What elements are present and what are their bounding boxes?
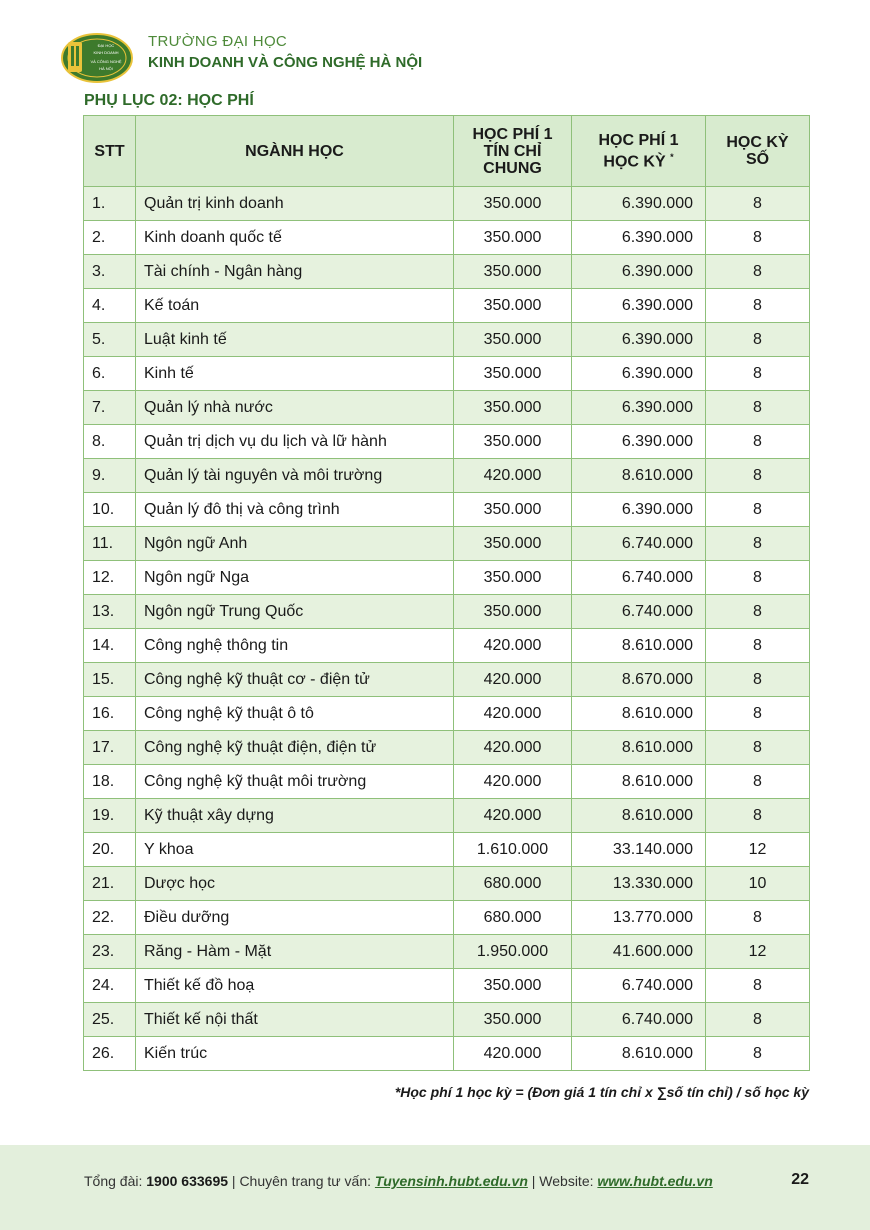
cell-semesters: 8 — [706, 595, 810, 629]
cell-name: Quản lý nhà nước — [136, 391, 454, 425]
cell-name: Y khoa — [136, 833, 454, 867]
cell-stt: 24. — [84, 969, 136, 1003]
cell-stt: 2. — [84, 221, 136, 255]
cell-fee-credit: 420.000 — [454, 731, 572, 765]
cell-name: Luật kinh tế — [136, 323, 454, 357]
cell-semesters: 8 — [706, 493, 810, 527]
cell-fee-credit: 350.000 — [454, 357, 572, 391]
table-row — [84, 629, 810, 663]
table-row — [84, 867, 810, 901]
cell-semesters: 8 — [706, 561, 810, 595]
footer-website-label: | Website: — [527, 1173, 598, 1189]
cell-fee-credit: 350.000 — [454, 221, 572, 255]
cell-stt: 19. — [84, 799, 136, 833]
cell-name: Kế toán — [136, 289, 454, 323]
cell-semesters: 8 — [706, 1003, 810, 1037]
cell-fee-credit: 420.000 — [454, 459, 572, 493]
section-title: PHỤ LỤC 02: HỌC PHÍ — [84, 92, 254, 109]
footer-hotline-label: Tổng đài: — [84, 1173, 147, 1189]
cell-stt: 23. — [84, 935, 136, 969]
table-body — [84, 187, 810, 1071]
cell-fee-semester: 8.670.000 — [572, 663, 706, 697]
cell-fee-semester: 6.740.000 — [572, 1003, 706, 1037]
tuition-formula-note: *Học phí 1 học kỳ = (Đơn giá 1 tín chỉ x ∑số tín chỉ) / số học kỳ — [394, 1084, 809, 1100]
cell-name: Kỹ thuật xây dựng — [136, 799, 454, 833]
cell-name: Kiến trúc — [136, 1037, 454, 1071]
cell-fee-semester: 33.140.000 — [572, 833, 706, 867]
footer-website-link[interactable]: www.hubt.edu.vn — [597, 1173, 713, 1189]
header-name: NGÀNH HỌC — [136, 116, 454, 187]
cell-fee-semester: 13.330.000 — [572, 867, 706, 901]
cell-stt: 26. — [84, 1037, 136, 1071]
cell-name: Quản lý tài nguyên và môi trường — [136, 459, 454, 493]
logo-text-2: KINH DOANH — [93, 50, 119, 55]
cell-semesters: 8 — [706, 527, 810, 561]
cell-name: Công nghệ thông tin — [136, 629, 454, 663]
cell-semesters: 12 — [706, 833, 810, 867]
cell-name: Quản trị dịch vụ du lịch và lữ hành — [136, 425, 454, 459]
page-footer — [0, 1145, 870, 1230]
logo-text-1: ĐẠI HỌC — [97, 43, 115, 48]
cell-fee-semester: 13.770.000 — [572, 901, 706, 935]
cell-stt: 4. — [84, 289, 136, 323]
cell-fee-credit: 680.000 — [454, 901, 572, 935]
cell-semesters: 8 — [706, 731, 810, 765]
header-fee-semester-line2: HỌC KỲ — [603, 153, 666, 171]
header-fee-credit — [454, 116, 572, 187]
cell-fee-semester: 6.390.000 — [572, 289, 706, 323]
table-row — [84, 255, 810, 289]
cell-semesters: 8 — [706, 289, 810, 323]
table-row — [84, 969, 810, 1003]
cell-stt: 20. — [84, 833, 136, 867]
cell-semesters: 8 — [706, 425, 810, 459]
cell-name: Công nghệ kỹ thuật điện, điện tử — [136, 731, 454, 765]
cell-fee-credit: 350.000 — [454, 187, 572, 221]
cell-fee-semester: 6.740.000 — [572, 969, 706, 1003]
header-fee-credit-line2: TÍN CHỈ — [483, 142, 542, 160]
school-name-line1: TRƯỜNG ĐẠI HỌC — [148, 33, 288, 50]
cell-fee-credit: 350.000 — [454, 289, 572, 323]
cell-fee-semester: 8.610.000 — [572, 629, 706, 663]
cell-stt: 10. — [84, 493, 136, 527]
cell-fee-semester: 8.610.000 — [572, 765, 706, 799]
table-row — [84, 561, 810, 595]
logo-text-3: VÀ CÔNG NGHỆ — [90, 59, 122, 64]
table-row — [84, 459, 810, 493]
cell-fee-credit: 350.000 — [454, 255, 572, 289]
cell-stt: 17. — [84, 731, 136, 765]
cell-stt: 14. — [84, 629, 136, 663]
cell-stt: 6. — [84, 357, 136, 391]
cell-name: Ngôn ngữ Anh — [136, 527, 454, 561]
header-fee-credit-line3: CHUNG — [483, 159, 542, 177]
cell-stt: 9. — [84, 459, 136, 493]
header-stt: STT — [84, 116, 136, 187]
cell-fee-credit: 680.000 — [454, 867, 572, 901]
cell-fee-credit: 350.000 — [454, 595, 572, 629]
cell-name: Răng - Hàm - Mặt — [136, 935, 454, 969]
table-row — [84, 493, 810, 527]
table-row — [84, 1003, 810, 1037]
table-row — [84, 323, 810, 357]
cell-stt: 12. — [84, 561, 136, 595]
cell-stt: 25. — [84, 1003, 136, 1037]
table-row — [84, 357, 810, 391]
header-fee-semester-mark: * — [670, 151, 674, 162]
header-semesters — [706, 116, 810, 187]
cell-semesters: 10 — [706, 867, 810, 901]
table-row — [84, 1037, 810, 1071]
footer-advice-link[interactable]: Tuyensinh.hubt.edu.vn — [374, 1173, 528, 1189]
cell-fee-semester: 8.610.000 — [572, 697, 706, 731]
cell-fee-semester: 6.740.000 — [572, 561, 706, 595]
footer-hotline: 1900 633695 — [146, 1173, 229, 1189]
header-fee-credit-line1: HỌC PHÍ 1 — [472, 125, 553, 143]
cell-fee-credit: 420.000 — [454, 629, 572, 663]
cell-stt: 18. — [84, 765, 136, 799]
table-row — [84, 187, 810, 221]
cell-name: Thiết kế nội thất — [136, 1003, 454, 1037]
table-row — [84, 289, 810, 323]
table-row — [84, 527, 810, 561]
cell-semesters: 8 — [706, 1037, 810, 1071]
cell-semesters: 8 — [706, 221, 810, 255]
cell-fee-semester: 6.390.000 — [572, 493, 706, 527]
table-row — [84, 731, 810, 765]
cell-fee-semester: 6.390.000 — [572, 425, 706, 459]
header-fee-semester-line1: HỌC PHÍ 1 — [598, 131, 679, 149]
table-row — [84, 425, 810, 459]
cell-stt: 15. — [84, 663, 136, 697]
cell-fee-credit: 350.000 — [454, 493, 572, 527]
cell-fee-credit: 350.000 — [454, 425, 572, 459]
cell-name: Kinh tế — [136, 357, 454, 391]
table-row — [84, 697, 810, 731]
cell-name: Quản trị kinh doanh — [136, 187, 454, 221]
cell-fee-semester: 6.740.000 — [572, 595, 706, 629]
tuition-table — [83, 115, 810, 1071]
cell-stt: 11. — [84, 527, 136, 561]
cell-fee-semester: 8.610.000 — [572, 731, 706, 765]
cell-name: Kinh doanh quốc tế — [136, 221, 454, 255]
cell-name: Tài chính - Ngân hàng — [136, 255, 454, 289]
cell-fee-credit: 1.950.000 — [454, 935, 572, 969]
page-number: 22 — [791, 1171, 809, 1188]
cell-fee-semester: 41.600.000 — [572, 935, 706, 969]
table-row — [84, 799, 810, 833]
cell-name: Công nghệ kỹ thuật ô tô — [136, 697, 454, 731]
cell-fee-semester: 6.390.000 — [572, 255, 706, 289]
cell-semesters: 8 — [706, 969, 810, 1003]
cell-semesters: 8 — [706, 323, 810, 357]
cell-stt: 1. — [84, 187, 136, 221]
table-row — [84, 833, 810, 867]
cell-stt: 8. — [84, 425, 136, 459]
cell-fee-credit: 350.000 — [454, 1003, 572, 1037]
cell-fee-credit: 420.000 — [454, 765, 572, 799]
cell-semesters: 8 — [706, 697, 810, 731]
cell-fee-credit: 350.000 — [454, 391, 572, 425]
cell-stt: 7. — [84, 391, 136, 425]
cell-semesters: 8 — [706, 255, 810, 289]
logo-text-4: HÀ NỘI — [99, 66, 113, 71]
cell-name: Ngôn ngữ Trung Quốc — [136, 595, 454, 629]
footer-advice-label: | Chuyên trang tư vấn: — [228, 1173, 375, 1189]
cell-fee-credit: 350.000 — [454, 969, 572, 1003]
cell-name: Ngôn ngữ Nga — [136, 561, 454, 595]
school-name — [148, 33, 568, 71]
cell-fee-semester: 8.610.000 — [572, 459, 706, 493]
cell-fee-semester: 6.390.000 — [572, 391, 706, 425]
cell-semesters: 8 — [706, 799, 810, 833]
cell-stt: 13. — [84, 595, 136, 629]
cell-fee-semester: 6.740.000 — [572, 527, 706, 561]
cell-semesters: 8 — [706, 391, 810, 425]
cell-semesters: 8 — [706, 357, 810, 391]
cell-fee-semester: 8.610.000 — [572, 799, 706, 833]
school-name-line2: KINH DOANH VÀ CÔNG NGHỆ HÀ NỘI — [148, 54, 423, 71]
cell-stt: 21. — [84, 867, 136, 901]
cell-semesters: 12 — [706, 935, 810, 969]
cell-stt: 3. — [84, 255, 136, 289]
cell-fee-semester: 6.390.000 — [572, 357, 706, 391]
cell-name: Điều dưỡng — [136, 901, 454, 935]
cell-semesters: 8 — [706, 901, 810, 935]
cell-name: Dược học — [136, 867, 454, 901]
cell-semesters: 8 — [706, 663, 810, 697]
table-row — [84, 765, 810, 799]
school-logo-icon — [60, 32, 134, 84]
cell-fee-credit: 420.000 — [454, 799, 572, 833]
cell-fee-credit: 350.000 — [454, 323, 572, 357]
cell-semesters: 8 — [706, 629, 810, 663]
table-row — [84, 935, 810, 969]
cell-fee-credit: 420.000 — [454, 663, 572, 697]
cell-semesters: 8 — [706, 765, 810, 799]
header-semesters-line1: HỌC KỲ — [726, 134, 789, 151]
cell-fee-semester: 6.390.000 — [572, 323, 706, 357]
table-row — [84, 391, 810, 425]
tuition-table-wrapper — [83, 115, 809, 1071]
cell-stt: 16. — [84, 697, 136, 731]
cell-stt: 5. — [84, 323, 136, 357]
cell-fee-credit: 420.000 — [454, 697, 572, 731]
cell-name: Công nghệ kỹ thuật môi trường — [136, 765, 454, 799]
table-row — [84, 595, 810, 629]
cell-stt: 22. — [84, 901, 136, 935]
cell-fee-credit: 350.000 — [454, 527, 572, 561]
cell-fee-semester: 8.610.000 — [572, 1037, 706, 1071]
table-header-row — [84, 116, 810, 187]
cell-name: Công nghệ kỹ thuật cơ - điện tử — [136, 663, 454, 697]
cell-fee-semester: 6.390.000 — [572, 187, 706, 221]
table-row — [84, 901, 810, 935]
cell-semesters: 8 — [706, 459, 810, 493]
cell-fee-semester: 6.390.000 — [572, 221, 706, 255]
cell-name: Thiết kế đồ hoạ — [136, 969, 454, 1003]
cell-fee-credit: 420.000 — [454, 1037, 572, 1071]
table-row — [84, 663, 810, 697]
header-fee-semester — [572, 116, 706, 187]
cell-fee-credit: 1.610.000 — [454, 833, 572, 867]
footer-contact-line — [84, 1173, 809, 1189]
cell-fee-credit: 350.000 — [454, 561, 572, 595]
cell-name: Quản lý đô thị và công trình — [136, 493, 454, 527]
header-semesters-line2: SỐ — [745, 151, 770, 168]
table-row — [84, 221, 810, 255]
cell-semesters: 8 — [706, 187, 810, 221]
